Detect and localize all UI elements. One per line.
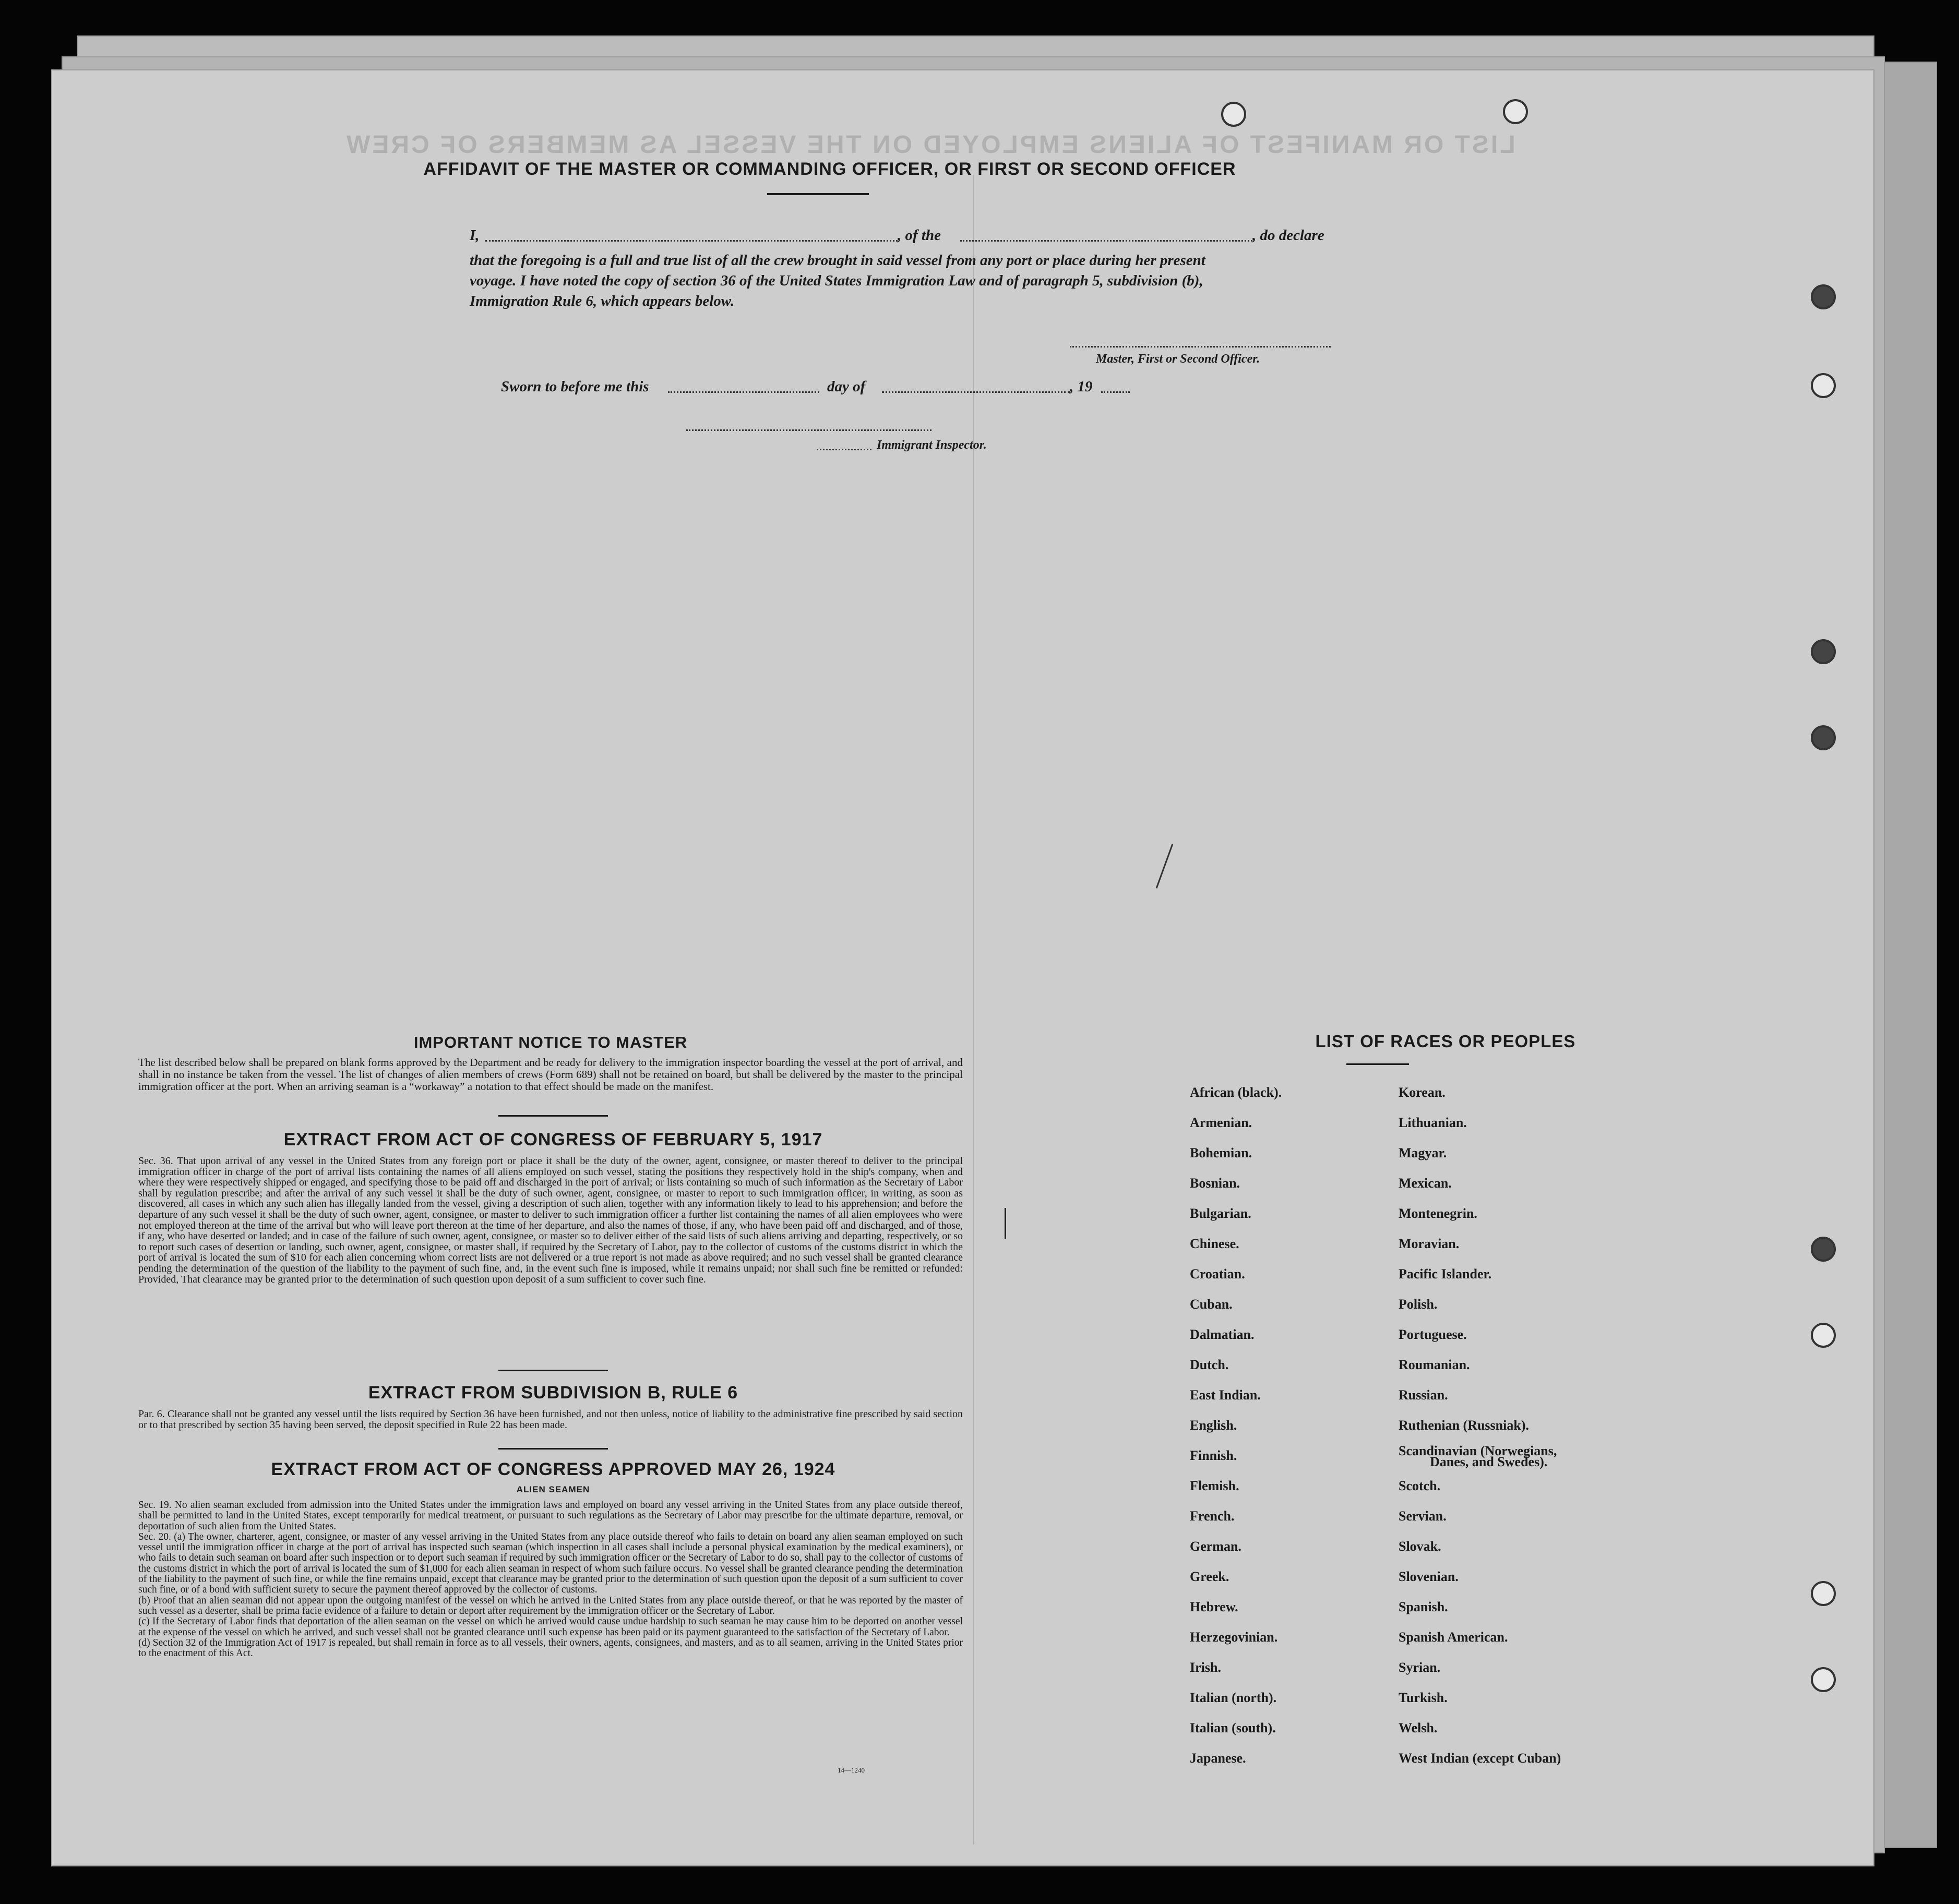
- divider: [1346, 1063, 1409, 1065]
- races-column-1: [1190, 1077, 1282, 1774]
- divider: [498, 1448, 608, 1450]
- inspector-signature-field[interactable]: [686, 429, 931, 431]
- punch-hole: [1811, 284, 1836, 309]
- race-item: Spanish.: [1399, 1599, 1448, 1614]
- race-item: Korean.: [1399, 1085, 1446, 1100]
- race-item: Armenian.: [1190, 1115, 1252, 1130]
- races-column-2: [1399, 1077, 1561, 1774]
- race-item: Slovenian.: [1399, 1569, 1459, 1584]
- master-signature-field[interactable]: [1070, 346, 1331, 348]
- divider: [767, 193, 869, 195]
- extract-1917-title: EXTRACT FROM ACT OF CONGRESS OF FEBRUARY 5, 1917: [283, 1130, 823, 1149]
- sworn-label: Sworn to before me this: [501, 378, 649, 395]
- race-item: Dutch.: [1190, 1357, 1229, 1372]
- race-item: Chinese.: [1190, 1236, 1239, 1251]
- punch-hole: [1811, 725, 1836, 750]
- affidavit-line: that the foregoing is a full and true list of all the crew brought in said vessel from any port or place during her present: [470, 252, 1205, 269]
- race-item: Greek.: [1190, 1569, 1229, 1584]
- race-item: German.: [1190, 1539, 1241, 1554]
- races-title: LIST OF RACES OR PEOPLES: [1315, 1032, 1576, 1051]
- affidavit-line: Immigration Rule 6, which appears below.: [470, 293, 735, 309]
- punch-hole: [1503, 99, 1528, 124]
- sec-20b: (b) Proof that an alien seaman did not appear upon the outgoing manifest of the vessel on which he arrived in the United States from any place outside thereof, or that he was reported by the master of such vessel as a deserter, shall be prima facie evidence of a failure to detain or deport after requirement by the immigration officer or the Secretary of Labor.: [138, 1595, 963, 1616]
- year-label: , 19: [1070, 378, 1093, 395]
- race-item: East Indian.: [1190, 1387, 1261, 1403]
- extract-1917-text: Sec. 36. That upon arrival of any vessel in the United States from any foreign port or place it shall be the duty of the owner, agent, consignee, or master thereof to deliver to the principal immigration officer in charge of the port of arrival lists containing the names of all aliens employed on such vessel, stating the positions they respectively hold in the ship's company, when and where they were respectively shipped or engaged, and specifying those to be paid off and discharged in the port of arrival; or lists containing so much of such information as the Secretary of Labor shall by regulation prescribe; and after the arrival of any such vessel it shall be the duty of such owner, agent, consignee, or master to report to such immigration officer, in writing, as soon as discovered, all cases in which any such alien has illegally landed from the vessel, giving a description of such alien, together with any information likely to lead to his apprehension; and before the departure of any such vessel it shall be the duty of such owner, agent, consignee, or master to deliver to such immigration officer a further list containing the names of all alien employees who were not employed thereon at the time of the arrival but who will leave port thereon at the time of her departure, and also the names of those, if any, who have been paid off and discharged, and of those, if any, who have deserted or landed; and in case of the failure of such owner, agent, consignee, or master so to deliver either of the said lists of such aliens arriving and departing, respectively, or so to report such cases of desertion or landing, such owner, agent, consignee, or master shall, if required by the Secretary of Labor, pay to the collector of customs of the customs district in which the port of arrival is located the sum of $10 for each alien concerning whom correct lists are not delivered or a true report is not made as above required; and no such vessel shall be granted clearance pending the determination of the question of the liability to the payment of such fine, and, in the event such fine is imposed, while it remains unpaid; nor shall such fine be remitted or refunded: Provided, That clearance may be granted prior to the determination of such question upon deposit of a sum sufficient to cover such fine.: [138, 1155, 963, 1285]
- inspector-dots: [817, 449, 871, 450]
- race-item: Flemish.: [1190, 1478, 1239, 1493]
- affidavit-body: [470, 250, 1430, 312]
- race-item: West Indian (except Cuban): [1399, 1751, 1561, 1766]
- master-signature-label: Master, First or Second Officer.: [1096, 352, 1260, 366]
- race-item: Roumanian.: [1399, 1357, 1470, 1372]
- inspector-label: Immigrant Inspector.: [877, 438, 987, 452]
- punch-hole: [1811, 639, 1836, 664]
- pencil-mark: [1156, 844, 1174, 889]
- extract-1924-body: [138, 1500, 963, 1659]
- race-item: Russian.: [1399, 1387, 1448, 1403]
- race-item: Scotch.: [1399, 1478, 1441, 1493]
- race-item: Cuban.: [1190, 1297, 1233, 1312]
- race-item: Magyar.: [1399, 1145, 1447, 1160]
- day-of-label: day of: [827, 378, 866, 395]
- race-item: Bosnian.: [1190, 1176, 1240, 1191]
- race-item: English.: [1190, 1418, 1237, 1433]
- declarant-label: I,: [470, 227, 480, 244]
- declarant-name-field[interactable]: [485, 240, 898, 242]
- race-item: Danes, and Swedes).: [1430, 1454, 1548, 1469]
- notice-text: The list described below shall be prepared on blank forms approved by the Department and be ready for delivery to the immigration inspector boarding the vessel at the port of arrival, and shall in no instance be taken from the vessel. The list of changes of alien members of crews (Form 689) shall not be retained on board, but shall be delivered by the master to the principal immigration officer at the port. When an arriving seaman is a “workaway” a notation to that effect should be made on the manifest.: [138, 1056, 963, 1093]
- affidavit-line: voyage. I have noted the copy of section 36 of the United States Immigration Law and of paragraph 5, subdivision (b),: [470, 272, 1203, 289]
- punch-hole: [1811, 1581, 1836, 1606]
- of-the-label: , of the: [898, 227, 941, 244]
- extract-1924-subtitle: ALIEN SEAMEN: [516, 1484, 590, 1494]
- race-item: Moravian.: [1399, 1236, 1460, 1251]
- divider: [498, 1370, 608, 1371]
- extract-1924-title: EXTRACT FROM ACT OF CONGRESS APPROVED MAY 26, 1924: [271, 1459, 835, 1479]
- race-item: Dalmatian.: [1190, 1327, 1255, 1342]
- punch-hole: [1221, 102, 1246, 127]
- race-item: Portuguese.: [1399, 1327, 1467, 1342]
- race-item: Hebrew.: [1190, 1599, 1238, 1614]
- sec-20a: Sec. 20. (a) The owner, charterer, agent, consignee, or master of any vessel arriving in the United States from any place outside thereof who fails to detain on board any alien seaman employed on such vessel until the immigration officer in charge at the port of arrival has inspected such seaman (which inspection in all cases shall include a personal physical examination by the medical examiners), or who fails to detain such seaman on board after such inspection or to deport such seaman if required by such immigration officer or the Secretary of Labor to do so, shall pay to the collector of customs of the customs district in which the port of arrival is located the sum of $1,000 for each alien seaman in respect of whom such failure occurs. No vessel shall be granted clearance pending the determination of the liability to the payment of such fine, or while the fine remains unpaid, except that clearance may be granted prior to the determination of such question upon the deposit of a sum sufficient to cover such fine, or of a bond with sufficient surety to secure the payment thereof approved by the collector of customs.: [138, 1531, 963, 1596]
- race-item: African (black).: [1190, 1085, 1282, 1100]
- form-number: 14—1240: [838, 1766, 865, 1774]
- race-item: Slovak.: [1399, 1539, 1441, 1554]
- race-item: Herzegovinian.: [1190, 1630, 1278, 1645]
- pencil-mark: [1005, 1208, 1006, 1239]
- sec-20c: (c) If the Secretary of Labor finds that deportation of the alien seaman on the vessel on which he arrived would cause undue hardship to such seaman he may cause him to be deported on another vessel at the expense of the vessel on which he arrived, and such vessel shall not be granted clearance until such expense has been paid or its payment guaranteed to the satisfaction of the Secretary of Labor.: [138, 1616, 963, 1638]
- vessel-name-field[interactable]: [960, 240, 1252, 242]
- race-item: Lithuanian.: [1399, 1115, 1467, 1130]
- do-declare-label: , do declare: [1252, 227, 1324, 244]
- race-item: Italian (south).: [1190, 1720, 1276, 1735]
- punch-hole: [1811, 1237, 1836, 1262]
- race-item: Ruthenian (Russniak).: [1399, 1418, 1529, 1433]
- sworn-day-field[interactable]: [668, 391, 819, 393]
- punch-hole: [1811, 1667, 1836, 1692]
- page-fold: [973, 175, 974, 1845]
- manifest-page: [52, 70, 1873, 1865]
- race-item: Bohemian.: [1190, 1145, 1252, 1160]
- race-item: French.: [1190, 1508, 1235, 1524]
- race-item: Welsh.: [1399, 1720, 1438, 1735]
- punch-hole: [1811, 373, 1836, 398]
- sworn-month-field[interactable]: [882, 391, 1070, 393]
- punch-hole: [1811, 1323, 1836, 1348]
- rule6-title: EXTRACT FROM SUBDIVISION B, RULE 6: [368, 1383, 738, 1403]
- rule6-text: Par. 6. Clearance shall not be granted any vessel until the lists required by Section 36 have been furnished, and not then unless, notice of liability to the administrative fine prescribed by said section or to that prescribed by section 35 having been served, the deposit specified in Rule 22 has been made.: [138, 1408, 963, 1431]
- affidavit-title: AFFIDAVIT OF THE MASTER OR COMMANDING OFFICER, OR FIRST OR SECOND OFFICER: [423, 159, 1236, 179]
- race-item: Syrian.: [1399, 1660, 1441, 1675]
- bleed-through-header: LIST OR MANIFEST OF ALIENS EMPLOYED ON THE VESSEL AS MEMBERS OF CREW: [344, 131, 1515, 159]
- race-item: Pacific Islander.: [1399, 1266, 1492, 1282]
- race-item: Turkish.: [1399, 1690, 1448, 1705]
- race-item: Polish.: [1399, 1297, 1438, 1312]
- sec-20d: (d) Section 32 of the Immigration Act of 1917 is repealed, but shall remain in force as to all vessels, their owners, agents, consignees, and masters, and as to all seamen, arriving in the United States prior to the enactment of this Act.: [138, 1637, 963, 1659]
- race-item: Irish.: [1190, 1660, 1221, 1675]
- sworn-year-field[interactable]: [1101, 391, 1130, 393]
- race-item: Scandinavian (Norwegians,: [1399, 1443, 1557, 1458]
- race-item: Italian (north).: [1190, 1690, 1277, 1705]
- race-item: Servian.: [1399, 1508, 1447, 1524]
- race-item: Bulgarian.: [1190, 1206, 1251, 1221]
- race-item: Montenegrin.: [1399, 1206, 1477, 1221]
- divider: [498, 1115, 608, 1117]
- race-item: Croatian.: [1190, 1266, 1245, 1282]
- race-item: Japanese.: [1190, 1751, 1246, 1766]
- notice-title: IMPORTANT NOTICE TO MASTER: [413, 1033, 688, 1051]
- race-item: Spanish American.: [1399, 1630, 1508, 1645]
- sec-19: Sec. 19. No alien seaman excluded from admission into the United States under the immigration laws and employed on board any vessel arriving in the United States from any place outside thereof, shall be permitted to land in the United States, except temporarily for medical treatment, or pursuant to such regulations as the Secretary of Labor may prescribe for the ultimate departure, removal, or deportation of such alien from the United States.: [138, 1500, 963, 1532]
- race-item: Finnish.: [1190, 1448, 1237, 1463]
- race-item: Mexican.: [1399, 1176, 1452, 1191]
